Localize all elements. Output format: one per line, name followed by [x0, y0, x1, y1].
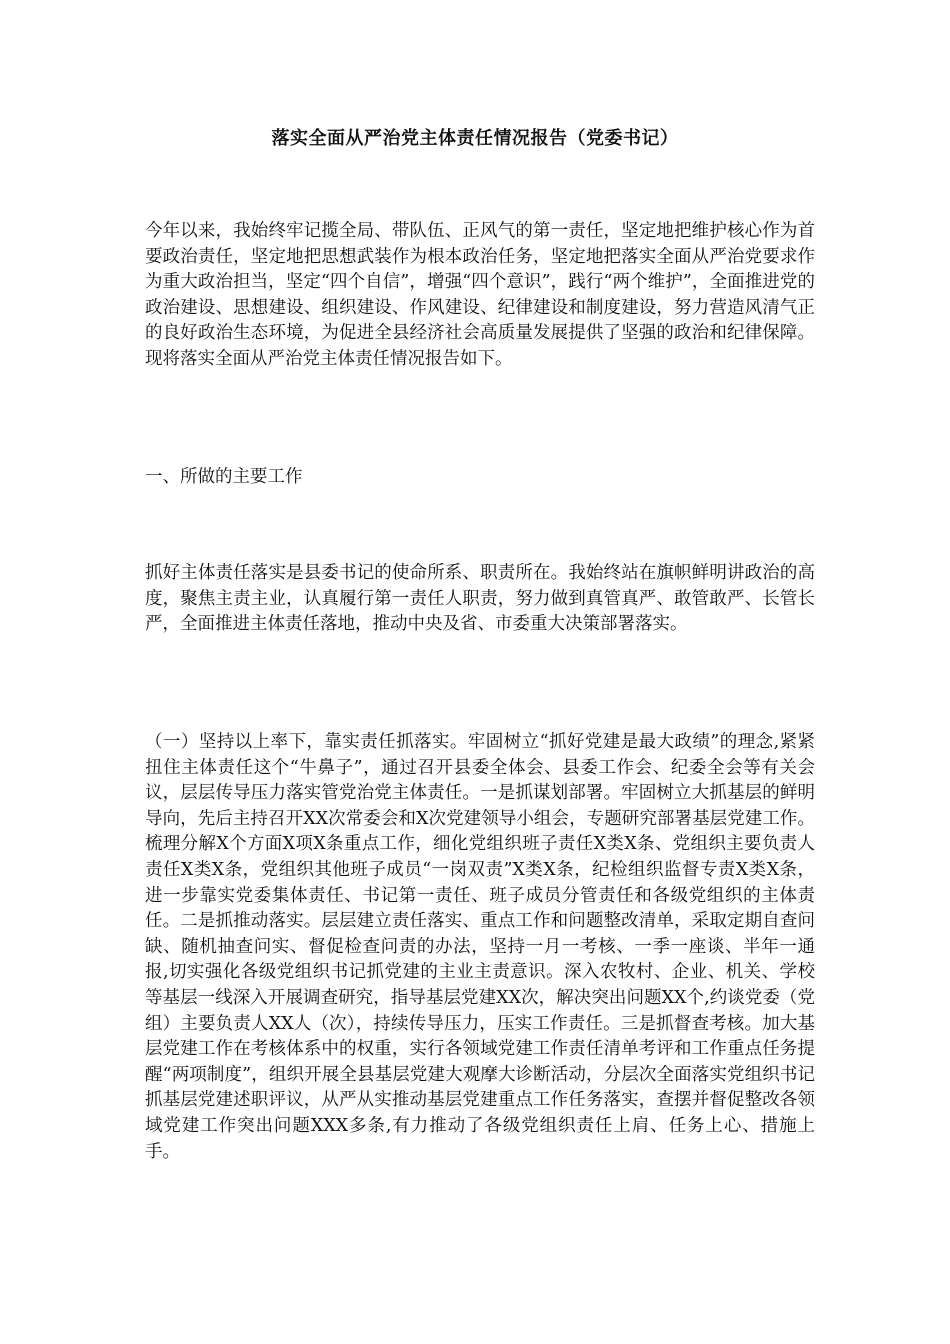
item-one-paragraph: （一）坚持以上率下，靠实责任抓落实。牢固树立“抓好党建是最大政绩”的理念,紧紧扭住主体责任这个“牛鼻子”，通过召开县委全体会、县委工作会、纪委全会等有关会议，层层传导压力落实管党治党主体责任。一是抓谋划部署。牢固树立大抓基层的鲜明导向，先后主持召开XX次常委会和X次党建领导小组会，专题研究部署基层党建工作。梳理分解X个方面X项X条重点工作，细化党组织班子责任X类X条、党组织主要负责人责任X类X条，党组织其他班子成员“一岗双责”X类X条，纪检组织监督专责X类X条，进一步靠实党委集体责任、书记第一责任、班子成员分管责任和各级党组织的主体责任。二是抓推动落实。层层建立责任落实、重点工作和问题整改清单，采取定期自查问缺、随机抽查问实、督促检查问责的办法，坚持一月一考核、一季一座谈、半年一通报,切实强化各级党组织书记抓党建的主业主责意识。深入农牧村、企业、机关、学校等基层一线深入开展调查研究，指导基层党建XX次，解决突出问题XX个,约谈党委（党组）主要负责人XX人（次），持续传导压力，压实工作责任。三是抓督查考核。加大基层党建工作在考核体系中的权重，实行各领域党建工作责任清单考评和工作重点任务提醒“两项制度”，组织开展全县基层党建大观摩大诊断活动，分层次全面落实党组织书记抓基层党建述职评议，从严从实推动基层党建重点工作任务落实，查摆并督促整改各领域党建工作突出问题XXX多条,有力推动了各级党组织责任上肩、任务上心、措施上手。 [145, 732, 815, 1162]
document-title: 落实全面从严治党主体责任情况报告（党委书记） [271, 128, 679, 149]
section-heading: 一、所做的主要工作 [145, 467, 303, 487]
intro-paragraph: 今年以来，我始终牢记揽全局、带队伍、正风气的第一责任，坚定地把维护核心作为首要政治责任，坚定地把思想武装作为根本政治任务，坚定地把落实全面从严治党要求作为重大政治担当，坚定“四个自信”，增强“四个意识”，践行“两个维护”，全面推进党的政治建设、思想建设、组织建设、作风建设、纪律建设和制度建设，努力营造风清气正的良好政治生态环境，为促进全县经济社会高质量发展提供了坚强的政治和纪律保障。现将落实全面从严治党主体责任情况报告如下。 [145, 221, 815, 369]
section-intro-paragraph: 抓好主体责任落实是县委书记的使命所系、职责所在。我始终站在旗帜鲜明讲政治的高度，聚焦主责主业，认真履行第一责任人职责，努力做到真管真严、敢管敢严、长管长严，全面推进主体责任落地，推动中央及省、市委重大决策部署落实。 [145, 563, 815, 635]
